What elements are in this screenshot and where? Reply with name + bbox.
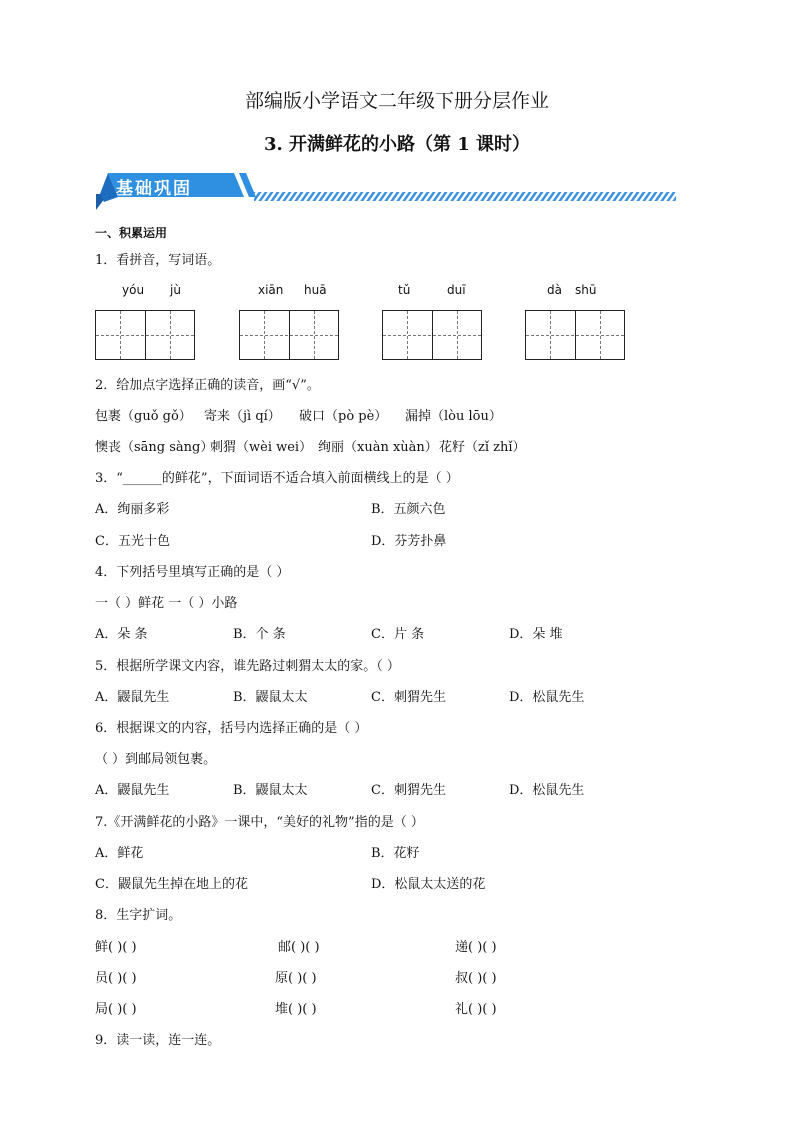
writing-grid[interactable] xyxy=(239,310,339,360)
page-title: 部编版小学语文二年级下册分层作业 xyxy=(244,90,549,112)
word-expand[interactable]: 鲜( )( ) xyxy=(95,940,137,955)
choice-d[interactable]: D．松鼠先生 xyxy=(509,783,585,798)
choice-a[interactable]: A．鼹鼠先生 xyxy=(95,783,170,798)
question-9: 9．读一读，连一连。 xyxy=(95,1033,221,1048)
choice-a[interactable]: A．绚丽多彩 xyxy=(95,502,170,517)
section-heading: 一、积累运用 xyxy=(95,226,168,240)
choice-b[interactable]: B．五颜六色 xyxy=(371,502,446,517)
question-8: 8．生字扩词。 xyxy=(95,908,182,923)
choice-c[interactable]: C．片 条 xyxy=(371,627,425,642)
option[interactable]: 绚丽（xuàn xùàn） xyxy=(318,440,438,455)
question-2: 2．给加点字选择正确的读音，画“√”。 xyxy=(95,378,320,393)
choice-a[interactable]: A．朵 条 xyxy=(95,627,148,642)
pinyin: yóu xyxy=(122,283,145,297)
section-banner xyxy=(94,170,679,212)
writing-grid[interactable] xyxy=(525,310,625,360)
choice-c[interactable]: C．刺猬先生 xyxy=(371,690,446,705)
option[interactable]: 刺猬（wèi wei） xyxy=(210,440,313,455)
choice-b[interactable]: B．鼹鼠太太 xyxy=(233,690,308,705)
word-expand[interactable]: 原( )( ) xyxy=(275,971,317,986)
pinyin: duī xyxy=(447,283,466,297)
lesson-subtitle: 3. 开满鲜花的小路（第 1 课时） xyxy=(263,134,531,155)
option[interactable]: 漏掉（lòu lōu） xyxy=(405,409,502,424)
choice-b[interactable]: B．花籽 xyxy=(371,846,420,861)
pinyin: xiān xyxy=(258,283,284,297)
pinyin: shū xyxy=(575,283,597,297)
option[interactable]: 懊丧（sāng sàng） xyxy=(95,440,214,455)
choice-c[interactable]: C．鼹鼠先生掉在地上的花 xyxy=(95,877,248,892)
question-7: 7.《开满鲜花的小路》一课中，“美好的礼物”指的是（ ） xyxy=(95,815,424,830)
question-5: 5．根据所学课文内容，谁先路过刺猬太太的家。（ ） xyxy=(95,659,400,674)
choice-d[interactable]: D．松鼠先生 xyxy=(509,690,585,705)
word-expand[interactable]: 叔( )( ) xyxy=(455,971,497,986)
choice-a[interactable]: A．鲜花 xyxy=(95,846,144,861)
option[interactable]: 破口（pò pè） xyxy=(299,409,388,424)
question-1: 1．看拼音，写词语。 xyxy=(95,253,221,268)
option[interactable]: 包裹（guǒ gǒ） xyxy=(95,409,192,424)
writing-grid[interactable] xyxy=(95,310,195,360)
option[interactable]: 寄来（jì qí） xyxy=(204,409,281,424)
word-expand[interactable]: 邮( )( ) xyxy=(278,940,320,955)
fill-line: 一（ ）鲜花 一（ ）小路 xyxy=(95,596,238,611)
word-expand[interactable]: 递( )( ) xyxy=(455,940,497,955)
word-expand[interactable]: 堆( )( ) xyxy=(275,1002,317,1017)
choice-b[interactable]: B．个 条 xyxy=(233,627,286,642)
question-3: 3．“______的鲜花”，下面词语不适合填入前面横线上的是（ ） xyxy=(95,471,459,486)
pinyin: huā xyxy=(304,283,327,297)
banner-label: 基础巩固 xyxy=(116,179,192,199)
pinyin: dà xyxy=(547,283,562,297)
choice-c[interactable]: C．五光十色 xyxy=(95,534,170,549)
question-4: 4．下列括号里填写正确的是（ ） xyxy=(95,565,290,580)
choice-b[interactable]: B．鼹鼠太太 xyxy=(233,783,308,798)
question-6: 6．根据课文的内容，括号内选择正确的是（ ） xyxy=(95,721,368,736)
fill-line: （ ）到邮局领包裹。 xyxy=(95,752,217,767)
word-expand[interactable]: 局( )( ) xyxy=(95,1002,137,1017)
pinyin: tǔ xyxy=(398,283,411,297)
pinyin: jù xyxy=(170,283,181,297)
choice-a[interactable]: A．鼹鼠先生 xyxy=(95,690,170,705)
word-expand[interactable]: 员( )( ) xyxy=(95,971,137,986)
choice-d[interactable]: D．芬芳扑鼻 xyxy=(371,534,447,549)
option[interactable]: 花籽（zǐ zhǐ） xyxy=(439,440,526,455)
choice-d[interactable]: D．朵 堆 xyxy=(509,627,563,642)
word-expand[interactable]: 礼( )( ) xyxy=(455,1002,497,1017)
writing-grid[interactable] xyxy=(382,310,482,360)
choice-d[interactable]: D．松鼠太太送的花 xyxy=(371,877,486,892)
choice-c[interactable]: C．刺猬先生 xyxy=(371,783,446,798)
